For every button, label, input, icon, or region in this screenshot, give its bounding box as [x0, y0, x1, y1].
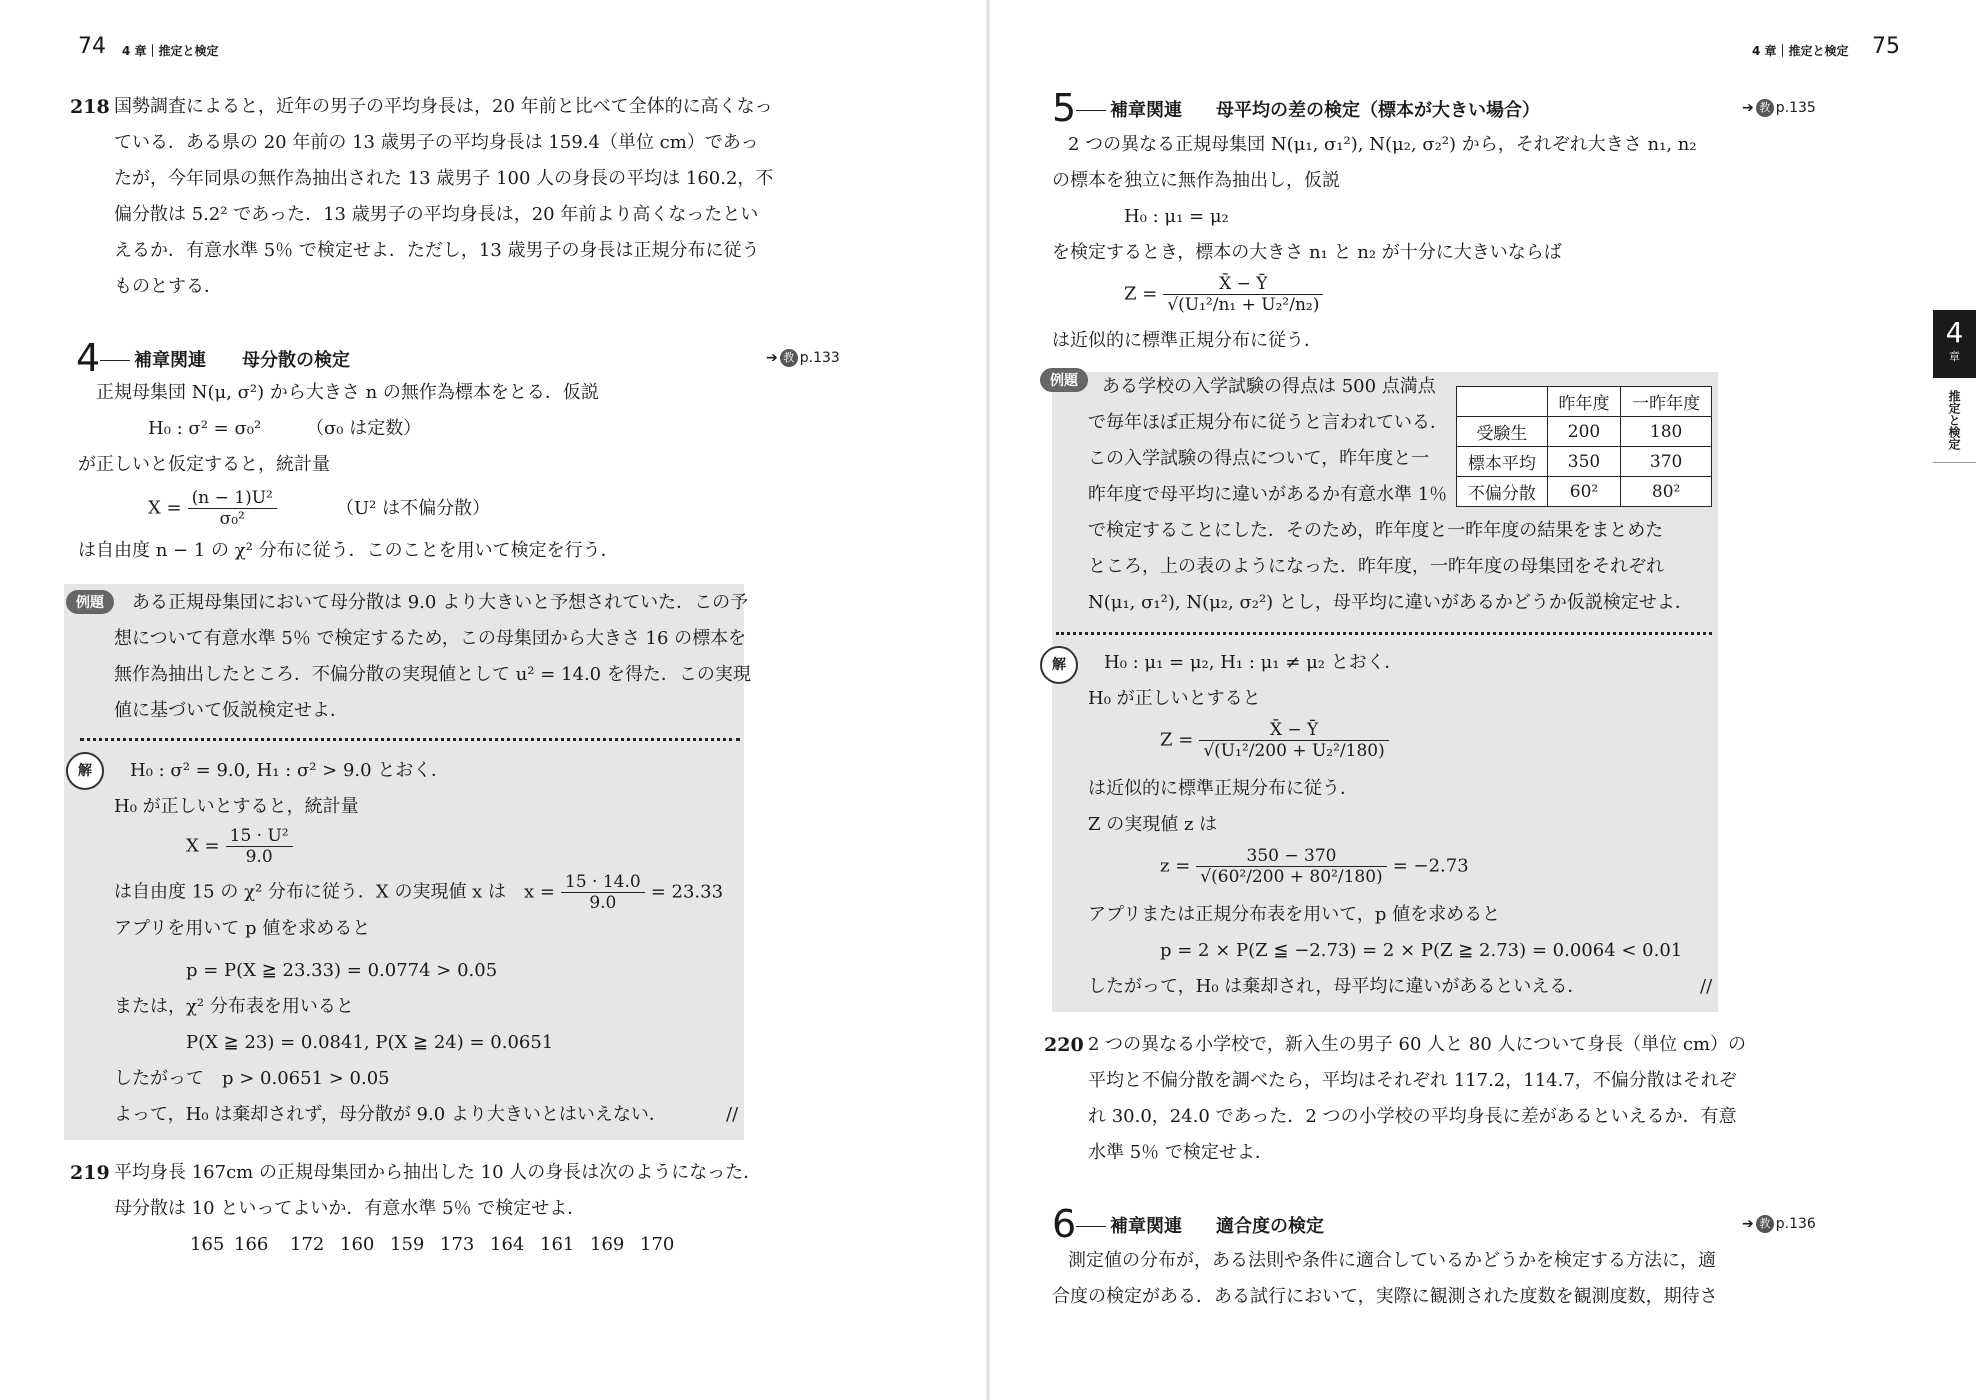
problem-218-line: 国勢調査によると，近年の男子の平均身長は，20 年前と比べて全体的に高くなっ: [114, 96, 773, 117]
example-line: で毎年ほぼ正規分布に従うと言われている．: [1088, 412, 1448, 433]
problem-219-line: 母分散は 10 といってよいか．有意水準 5％ で検定せよ．: [114, 1198, 586, 1219]
fraction: [188, 488, 277, 529]
thumb-tab-rule: [1933, 462, 1976, 463]
data-value: 160: [340, 1234, 375, 1255]
table-header-cell: [1457, 387, 1548, 417]
end-mark: //: [1700, 976, 1713, 997]
data-value: 170: [640, 1234, 675, 1255]
example-line: ところ，上の表のようになった．昨年度，一昨年度の母集団をそれぞれ: [1088, 556, 1664, 577]
solution-conclusion: よって，H₀ は棄却されず，母分散が 9.0 より大きいとはいえない．: [114, 1104, 667, 1125]
right-page-number: 75: [1872, 34, 1900, 59]
solution-app: アプリを用いて p 値を求めると: [114, 918, 371, 939]
fraction: [561, 872, 645, 913]
textbook-icon: 教: [1756, 99, 1774, 117]
section-4-intro: 正規母集団 N(μ, σ²) から大きさ n の無作為標本をとる．仮説: [96, 382, 599, 403]
formula-lhs: z =: [1160, 855, 1191, 877]
solution-mark: 解: [66, 752, 104, 790]
solution-table-values: P(X ≧ 23) = 0.0841, P(X ≧ 24) = 0.0651: [186, 1032, 554, 1053]
section-5-intro: の標本を独立に無作為抽出し，仮説: [1052, 170, 1340, 191]
example-line: 想について有意水準 5％ で検定するため，この母集団から大きさ 16 の標本を: [114, 628, 747, 649]
example-tag: 例題: [1040, 368, 1088, 392]
value: = −2.73: [1392, 855, 1469, 877]
table-header-cell: 昨年度: [1547, 387, 1620, 417]
solution-assume: H₀ が正しいとすると，統計量: [114, 796, 359, 817]
section-4-textbook-ref: [766, 349, 840, 367]
table-cell: 350: [1547, 447, 1620, 477]
section-5-z-formula: [1124, 274, 1329, 315]
data-value: 164: [490, 1234, 525, 1255]
section-4-number: 4: [76, 336, 101, 380]
example-line: ある学校の入学試験の得点は 500 点満点: [1102, 376, 1436, 397]
end-mark: //: [726, 1104, 739, 1125]
ref-page: p.135: [1775, 100, 1816, 116]
problem-219-number: 219: [70, 1162, 110, 1184]
table-cell: 不偏分散: [1457, 477, 1548, 507]
section-6-rule: [1076, 1226, 1106, 1227]
problem-218-number: 218: [70, 96, 110, 118]
problem-220-number: 220: [1044, 1034, 1084, 1056]
data-value: 173: [440, 1234, 475, 1255]
thumb-tab-label: 推定と検定: [1947, 390, 1961, 450]
section-5-follow: は近似的に標準正規分布に従う．: [1052, 330, 1322, 351]
arrow-right-icon: ➔: [1742, 100, 1754, 116]
formula-lhs: X =: [186, 835, 220, 857]
section-5-label: 補章関連: [1110, 100, 1182, 121]
solution-hypothesis: H₀ : μ₁ = μ₂, H₁ : μ₁ ≠ μ₂ とおく．: [1104, 652, 1403, 673]
numerator: 350 − 370: [1246, 846, 1337, 866]
section-6-line: 合度の検定がある．ある試行において，実際に観測された度数を観測度数，期待さ: [1052, 1286, 1718, 1307]
value: = 23.33: [650, 881, 724, 903]
solution-z-value: [1160, 846, 1469, 887]
chapter-thumb-tab: [1933, 310, 1976, 378]
section-5-when: を検定するとき，標本の大きさ n₁ と n₂ が十分に大きいならば: [1052, 242, 1562, 263]
page-gutter: [986, 0, 990, 1400]
solution-Z-formula: [1160, 720, 1395, 761]
data-value: 172: [290, 1234, 325, 1255]
problem-218-line: ている．ある県の 20 年前の 13 歳男子の平均身長は 159.4（単位 cm）であっ: [114, 132, 759, 153]
section-4-statistic: [148, 488, 283, 529]
table-cell: 370: [1621, 447, 1712, 477]
table-cell: 標本平均: [1457, 447, 1548, 477]
data-value: 159: [390, 1234, 425, 1255]
solution-follow: は近似的に標準正規分布に従う．: [1088, 778, 1358, 799]
formula-lhs: X =: [148, 497, 182, 519]
example-line: この入学試験の得点について，昨年度と一: [1088, 448, 1430, 469]
section-4-rule: [100, 360, 130, 361]
table-row: [1457, 447, 1712, 477]
numerator: X̄ − Ȳ: [1269, 720, 1319, 740]
table-header-cell: 一昨年度: [1621, 387, 1712, 417]
table-cell: 60²: [1547, 477, 1620, 507]
ref-page: p.136: [1775, 1216, 1816, 1232]
example-line: ある正規母集団において母分散は 9.0 より大きいと予想されていた．この予: [132, 592, 749, 613]
section-4-hypothesis: H₀ : σ² = σ₀²: [148, 418, 262, 439]
numerator: (n − 1)U²: [191, 488, 273, 508]
left-page-number: 74: [78, 34, 106, 59]
formula-lhs: Z =: [1124, 283, 1158, 305]
example-line: で検定することにした．そのため，昨年度と一昨年度の結果をまとめた: [1088, 520, 1664, 541]
example-line: N(μ₁, σ₁²), N(μ₂, σ₂²) とし，母平均に違いがあるかどうか仮説検定せよ．: [1088, 592, 1693, 613]
left-chapter-header: 4 章｜推定と検定: [122, 44, 219, 58]
denominator: σ₀²: [188, 508, 277, 529]
example-line: 昨年度で母平均に違いがあるか有意水準 1％: [1088, 484, 1448, 505]
data-value: 166: [234, 1234, 269, 1255]
fraction: [1196, 846, 1386, 887]
problem-218-line: えるか．有意水準 5％ で検定せよ．ただし，13 歳男子の身長は正規分布に従う: [114, 240, 760, 261]
arrow-right-icon: ➔: [766, 350, 778, 366]
section-6-label: 補章関連: [1110, 1216, 1182, 1237]
data-value: 169: [590, 1234, 625, 1255]
ref-page: p.133: [799, 350, 840, 366]
arrow-right-icon: ➔: [1742, 1216, 1754, 1232]
solution-therefore: したがって p > 0.0651 > 0.05: [114, 1068, 390, 1089]
example-line: 値に基づいて仮説検定せよ．: [114, 700, 348, 721]
solution-app: アプリまたは正規分布表を用いて，p 値を求めると: [1088, 904, 1501, 925]
solution-z-intro: Z の実現値 z は: [1088, 814, 1218, 835]
problem-220-line: 水準 5％ で検定せよ．: [1088, 1142, 1273, 1163]
section-5-number: 5: [1052, 86, 1077, 130]
textbook-icon: 教: [780, 349, 798, 367]
right-chapter-header: 4 章｜推定と検定: [1752, 44, 1849, 58]
textbook-icon: 教: [1756, 1215, 1774, 1233]
thumb-tab-number: 4: [1945, 316, 1964, 349]
solution-hypothesis: H₀ : σ² = 9.0, H₁ : σ² > 9.0 とおく．: [130, 760, 449, 781]
section-4-assume: が正しいと仮定すると，統計量: [78, 454, 330, 475]
section-4-label: 補章関連: [134, 350, 206, 371]
problem-218-line: ものとする．: [114, 276, 222, 297]
denominator: 9.0: [226, 846, 293, 867]
problem-219-line: 平均身長 167cm の正規母集団から抽出した 10 人の身長は次のようになった．: [114, 1162, 762, 1183]
problem-220-line: 2 つの異なる小学校で，新入生の男子 60 人と 80 人について身長（単位 cm）の: [1088, 1034, 1747, 1055]
data-table: [1456, 386, 1712, 507]
solution-p-value: p = 2 × P(Z ≦ −2.73) = 2 × P(Z ≧ 2.73) = 0.0064 < 0.01: [1160, 940, 1683, 961]
section-4-title: 母分散の検定: [242, 350, 350, 371]
solution-mark: 解: [1040, 646, 1078, 684]
section-6-textbook-ref: [1742, 1215, 1816, 1233]
table-cell: 200: [1547, 417, 1620, 447]
solution-assume: H₀ が正しいとすると: [1088, 688, 1261, 709]
section-6-line: 測定値の分布が，ある法則や条件に適合しているかどうかを検定する方法に，適: [1068, 1250, 1716, 1271]
table-cell: 180: [1621, 417, 1712, 447]
problem-220-line: れ 30.0，24.0 であった．2 つの小学校の平均身長に差があるといえるか．有意: [1088, 1106, 1737, 1127]
table-row: [1457, 417, 1712, 447]
section-5-rule: [1076, 110, 1106, 111]
solution-realized-x: [114, 872, 723, 913]
fraction: [226, 826, 293, 867]
problem-218-line: たが，今年同県の無作為抽出された 13 歳男子 100 人の身長の平均は 160.2，不: [114, 168, 774, 189]
numerator: X̄ − Ȳ: [1219, 274, 1268, 294]
data-value: 161: [540, 1234, 575, 1255]
formula-lhs: Z =: [1160, 729, 1194, 751]
dotted-divider: [80, 738, 740, 741]
data-value: 165: [190, 1234, 225, 1255]
section-5-textbook-ref: [1742, 99, 1816, 117]
solution-statistic: [186, 826, 299, 867]
section-5-title: 母平均の差の検定（標本が大きい場合）: [1216, 100, 1540, 121]
denominator: √(U₁²/200 + U₂²/180): [1199, 740, 1388, 761]
example-tag: 例題: [66, 590, 114, 614]
section-6-title: 適合度の検定: [1216, 1216, 1324, 1237]
numerator: 15 · 14.0: [565, 872, 641, 892]
section-4-follow: は自由度 n − 1 の χ² 分布に従う．このことを用いて検定を行う．: [78, 540, 619, 561]
problem-220-line: 平均と不偏分散を調べたら，平均はそれぞれ 117.2，114.7，不偏分散はそれぞ: [1088, 1070, 1737, 1091]
dotted-divider: [1056, 632, 1712, 635]
denominator: 9.0: [561, 892, 645, 913]
example-line: 無作為抽出したところ．不偏分散の実現値として u² = 14.0 を得た．この実現: [114, 664, 751, 685]
solution-conclusion: したがって，H₀ は棄却され，母平均に違いがあるといえる．: [1088, 976, 1586, 997]
table-row: [1457, 477, 1712, 507]
section-4-statistic-note: （U² は不偏分散）: [336, 498, 491, 519]
thumb-tab-suffix: 章: [1949, 350, 1960, 363]
fraction: [1163, 274, 1323, 315]
text: は自由度 15 の χ² 分布に従う．X の実現値 x は x =: [114, 881, 555, 903]
table-cell: 80²: [1621, 477, 1712, 507]
section-5-hypothesis: H₀ : μ₁ = μ₂: [1124, 206, 1229, 227]
section-6-number: 6: [1052, 1202, 1077, 1246]
section-5-intro: 2 つの異なる正規母集団 N(μ₁, σ₁²), N(μ₂, σ₂²) から，それぞれ大きさ n₁, n₂: [1068, 134, 1697, 155]
problem-218-line: 偏分散は 5.2² であった．13 歳男子の平均身長は，20 年前より高くなったとい: [114, 204, 759, 225]
denominator: √(60²/200 + 80²/180): [1196, 866, 1386, 887]
solution-p-value: p = P(X ≧ 23.33) = 0.0774 > 0.05: [186, 960, 498, 981]
fraction: [1199, 720, 1388, 761]
table-cell: 受験生: [1457, 417, 1548, 447]
numerator: 15 · U²: [229, 826, 289, 846]
denominator: √(U₁²/n₁ + U₂²/n₂): [1163, 294, 1323, 315]
solution-or: または，χ² 分布表を用いると: [114, 996, 354, 1017]
table-header-row: [1457, 387, 1712, 417]
section-4-hypothesis-note: （σ₀ は定数）: [306, 418, 422, 439]
